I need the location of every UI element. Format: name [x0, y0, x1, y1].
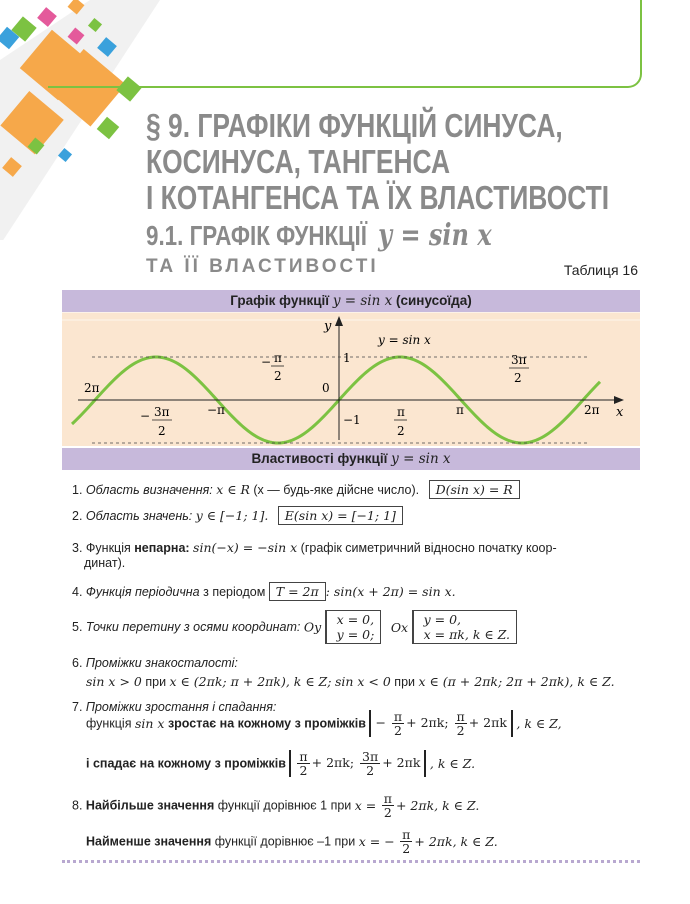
property-7-dec-interval — [289, 750, 426, 777]
property-7-num: 7. — [72, 700, 83, 714]
property-8-max-bold: Найбільше значення — [85, 798, 215, 813]
property-6-label: Проміжки знакосталості: — [85, 656, 238, 670]
property-7-decreasing — [86, 750, 475, 777]
tick-2pi: 2π — [584, 403, 600, 417]
property-7-func: функція — [86, 716, 132, 731]
section-title-line2: КОСИНУСА, ТАНГЕНСА — [146, 143, 451, 180]
property-8-min — [86, 828, 498, 855]
property-1-label: Область визначення: — [85, 483, 213, 497]
tick-neg-pi2-den: 2 — [274, 369, 282, 383]
property-8-num: 8. — [72, 798, 83, 813]
property-7-inc-num1: π — [393, 709, 403, 724]
tick-neg-pi: −π — [207, 403, 225, 417]
property-8-min-text: функції дорівнює –1 при — [214, 834, 356, 849]
table-label: Таблиця 16 — [563, 262, 638, 278]
tick-pi: π — [456, 403, 464, 417]
property-1-num: 1. — [72, 483, 83, 497]
property-5-ox: Ox — [390, 619, 409, 635]
property-7-inc-num2: π — [456, 709, 465, 724]
tick-pi2-den: 2 — [397, 424, 405, 438]
property-5-oy1: x = 0, — [336, 612, 375, 627]
property-3-label-bold: непарна: — [134, 541, 190, 555]
property-8-min-formula: x = − — [358, 834, 395, 849]
property-5-ox-box — [412, 610, 517, 644]
tick-neg-3pi2-sign: − — [140, 409, 151, 423]
property-7-fx: sin x — [134, 716, 165, 731]
property-6-neg-int: x ∈ (π + 2πk; 2π + 2πk), k ∈ Z. — [418, 674, 615, 689]
property-5-label: Точки перетину з осями координат: — [85, 620, 301, 634]
graph-band-formula: y = sin x — [332, 293, 393, 309]
property-8-max-text: функції дорівнює 1 при — [217, 798, 352, 813]
sine-graph — [62, 312, 640, 446]
property-7-inc-interval — [369, 710, 513, 737]
property-4-box: T = 2π — [269, 582, 326, 601]
properties-band-text: Властивості функції — [251, 451, 388, 466]
tick-minus-one: −1 — [343, 413, 361, 427]
bottom-divider — [62, 860, 640, 863]
property-1-body: x ∈ R — [216, 482, 250, 497]
property-1-note: (x — будь-яке дійсне число). — [253, 483, 420, 497]
property-8-max-num: π — [383, 791, 392, 806]
header-frame — [48, 0, 642, 88]
tick-neg-pi2-sign: − — [261, 355, 272, 369]
y-axis-label: y — [324, 319, 332, 334]
property-8-max-formula: x = — [354, 798, 377, 813]
property-4-body: : sin(x + 2π) = sin x. — [325, 584, 456, 599]
property-7-label: Проміжки зростання і спадання: — [85, 700, 277, 714]
tick-neg-2pi: 2π — [84, 381, 100, 395]
properties-band — [62, 448, 640, 470]
property-7-dec-den2: 2 — [366, 763, 375, 778]
graph-band-suffix: (синусоїда) — [396, 293, 472, 308]
property-7-inc-den1: 2 — [394, 723, 402, 738]
property-6-num: 6. — [72, 656, 83, 670]
property-8-min-den: 2 — [402, 841, 411, 856]
property-7-inc-minus: − — [375, 715, 386, 730]
x-axis-label: x — [616, 405, 624, 420]
property-7-inc-end: + 2πk — [468, 715, 507, 730]
property-8-min-tail: + 2πk, k ∈ Z. — [414, 834, 498, 849]
property-3-body: sin(−x) = −sin x — [193, 540, 298, 555]
property-2-body: y ∈ [−1; 1]. — [195, 508, 269, 523]
property-7-dec-num2: 3π — [362, 749, 379, 764]
property-1-box: D(sin x) = R — [429, 480, 520, 499]
graph-band-text: Графік функції — [230, 293, 330, 308]
property-7-dec: і спадає на кожному з проміжків — [86, 756, 286, 771]
property-5-num: 5. — [72, 620, 83, 634]
property-5-oy-box — [325, 610, 382, 644]
property-6-pos: sin x > 0 — [86, 674, 142, 689]
property-7-inc: зростає на кожному з проміжків — [167, 716, 366, 731]
tick-pi2-num: π — [397, 405, 405, 419]
property-6 — [72, 656, 238, 670]
property-4-mid: з періодом — [203, 585, 266, 599]
property-5-oy: Oy — [303, 619, 322, 635]
property-5-ox1: y = 0, — [423, 612, 462, 627]
subsection-title-line2: ТА ЇЇ ВЛАСТИВОСТІ — [146, 256, 379, 277]
tick-neg-3pi2-num: 3π — [154, 405, 170, 419]
property-6-pri2: при — [394, 675, 415, 689]
subsection-number-title: 9.1. ГРАФІК ФУНКЦІЇ — [146, 220, 367, 251]
property-4-num: 4. — [72, 585, 83, 599]
property-2-box: E(sin x) = [−1; 1] — [278, 506, 403, 525]
property-7-dec-end: + 2πk — [382, 755, 421, 770]
tick-3pi2-num: 3π — [511, 353, 527, 367]
property-8-max-den: 2 — [383, 805, 392, 820]
property-1 — [72, 482, 520, 497]
property-7-dec-mid: + 2πk; — [311, 755, 355, 770]
property-3-cont: динат). — [84, 556, 126, 570]
graph-band — [62, 290, 640, 312]
curve-label: y = sin x — [378, 333, 431, 347]
property-7-dec-num1: π — [299, 749, 308, 764]
subsection-formula: y = sin x — [378, 218, 492, 253]
property-7-kz: , k ∈ Z, — [516, 716, 562, 731]
property-6-neg: sin x < 0 — [334, 674, 391, 689]
property-5 — [72, 610, 517, 644]
subsection-title — [146, 218, 492, 253]
property-5-oy2: y = 0; — [336, 627, 375, 642]
property-7-increasing — [86, 710, 562, 737]
property-7-kz2: , k ∈ Z. — [429, 756, 476, 771]
property-6-pri1: при — [145, 675, 167, 689]
property-3-num: 3. — [72, 541, 83, 555]
tick-3pi2-den: 2 — [514, 371, 522, 385]
section-title-line1: § 9. ГРАФІКИ ФУНКЦІЙ СИНУСА, — [146, 107, 563, 144]
property-8-max — [72, 792, 479, 819]
tick-neg-3pi2-den: 2 — [158, 424, 166, 438]
property-7-dec-den1: 2 — [299, 763, 308, 778]
property-6-line2 — [86, 674, 615, 689]
property-3 — [72, 540, 557, 555]
property-3-label: Функція — [85, 541, 131, 555]
property-4-label: Функція періодична — [85, 585, 200, 599]
property-8-max-tail: + 2πk, k ∈ Z. — [395, 798, 480, 813]
property-7-inc-den2: 2 — [456, 723, 465, 738]
property-8-min-bold: Найменше значення — [86, 834, 212, 849]
tick-neg-pi2-num: π — [274, 351, 282, 365]
property-2-label: Область значень: — [85, 509, 193, 523]
section-title — [146, 108, 609, 216]
property-4 — [72, 584, 456, 599]
property-5-ox2: x = πk, k ∈ Z. — [423, 627, 511, 642]
properties-band-formula: y = sin x — [391, 451, 451, 467]
property-8-min-num: π — [402, 827, 411, 842]
property-6-pos-int: x ∈ (2πk; π + 2πk), k ∈ Z; — [169, 674, 332, 689]
tick-one: 1 — [343, 351, 351, 365]
property-2 — [72, 508, 403, 523]
tick-zero: 0 — [322, 381, 330, 395]
section-title-line3: І КОТАНГЕНСА ТА ЇХ ВЛАСТИВОСТІ — [146, 179, 610, 216]
property-3-note: (графік симетричний відносно початку коор- — [300, 541, 557, 555]
property-2-num: 2. — [72, 509, 83, 523]
property-7-inc-mid: + 2πk; — [406, 715, 449, 730]
